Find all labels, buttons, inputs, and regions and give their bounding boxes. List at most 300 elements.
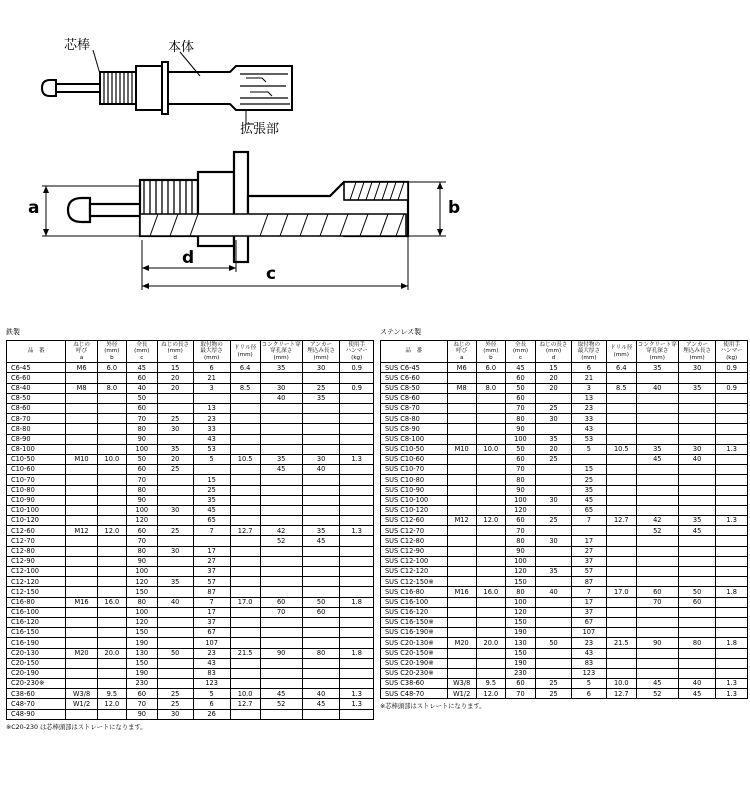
stainless-table-body [381, 363, 748, 699]
part-number-cell: SUS C16-150※ [381, 617, 448, 627]
spec-cell: M20 [447, 638, 476, 648]
table-row [7, 546, 374, 556]
spec-cell [302, 638, 340, 648]
part-number-cell: SUS C16-80 [381, 587, 448, 597]
spec-cell [716, 393, 748, 403]
table-row [381, 454, 748, 464]
part-number-cell: C10-50 [7, 454, 66, 464]
spec-cell [476, 414, 505, 424]
spec-cell [302, 658, 340, 668]
spec-cell [340, 434, 374, 444]
spec-cell: 25 [536, 404, 572, 414]
part-number-cell: C6-60 [7, 373, 66, 383]
spec-cell: 1.3 [716, 444, 748, 454]
part-number-cell: SUS C12-90 [381, 546, 448, 556]
spec-cell [716, 485, 748, 495]
spec-cell [260, 577, 302, 587]
stainless-section [380, 327, 748, 710]
spec-cell [678, 434, 716, 444]
column-header: ねじの 呼び a [447, 341, 476, 363]
spec-cell: 20 [536, 383, 572, 393]
spec-cell: 120 [126, 516, 157, 526]
spec-cell [678, 414, 716, 424]
spec-cell: 20 [157, 454, 193, 464]
spec-cell [606, 597, 636, 607]
spec-cell [157, 567, 193, 577]
spec-cell: 87 [571, 577, 606, 587]
spec-cell [260, 546, 302, 556]
spec-cell [157, 679, 193, 689]
spec-cell: 100 [126, 567, 157, 577]
spec-cell [476, 485, 505, 495]
spec-cell [716, 597, 748, 607]
spec-cell [678, 424, 716, 434]
spec-cell [193, 393, 230, 403]
table-row [381, 587, 748, 597]
table-row [381, 628, 748, 638]
spec-cell: 15 [193, 475, 230, 485]
spec-cell: 35 [636, 363, 678, 373]
top-anchor-drawing [42, 50, 292, 124]
spec-cell: M20 [66, 648, 97, 658]
spec-cell: 40 [302, 465, 340, 475]
spec-cell [636, 617, 678, 627]
column-header: 外径 (mm) b [476, 341, 505, 363]
table-row [381, 689, 748, 699]
table-row [381, 658, 748, 668]
spec-cell [302, 414, 340, 424]
spec-cell [302, 556, 340, 566]
spec-cell [157, 404, 193, 414]
spec-cell: 8.0 [97, 383, 126, 393]
spec-cell [260, 617, 302, 627]
table-row [381, 516, 748, 526]
table-row [381, 546, 748, 556]
table-row [7, 648, 374, 658]
part-number-cell: C12-100 [7, 567, 66, 577]
spec-cell [230, 505, 260, 515]
spec-cell: 52 [260, 699, 302, 709]
table-row [7, 444, 374, 454]
spec-cell [66, 505, 97, 515]
spec-cell [447, 658, 476, 668]
spec-cell [716, 373, 748, 383]
table-row [7, 454, 374, 464]
table-row [381, 617, 748, 627]
spec-cell: 60 [126, 373, 157, 383]
spec-cell [340, 404, 374, 414]
steel-note: ※C20-230 は芯棒頭部はストレートになります。 [6, 723, 147, 731]
spec-cell [230, 434, 260, 444]
part-number-cell: SUS C10-100 [381, 495, 448, 505]
spec-cell: 57 [571, 567, 606, 577]
part-number-cell: C8-90 [7, 434, 66, 444]
spec-cell: 40 [126, 383, 157, 393]
spec-cell [302, 577, 340, 587]
table-row [7, 617, 374, 627]
spec-cell [447, 495, 476, 505]
part-number-cell: C8-60 [7, 404, 66, 414]
table-row [7, 495, 374, 505]
spec-cell [536, 556, 572, 566]
spec-cell: 1.3 [340, 699, 374, 709]
spec-cell: 230 [126, 679, 157, 689]
spec-cell [97, 444, 126, 454]
table-row [381, 373, 748, 383]
spec-cell [476, 373, 505, 383]
spec-cell: M10 [66, 454, 97, 464]
spec-cell: 50 [505, 444, 535, 454]
spec-cell: 25 [302, 383, 340, 393]
spec-cell: 5 [571, 679, 606, 689]
spec-cell [476, 546, 505, 556]
part-number-cell: C48-70 [7, 699, 66, 709]
spec-cell: 60 [678, 597, 716, 607]
spec-cell: 52 [260, 536, 302, 546]
spec-cell [716, 567, 748, 577]
body-label: 本体 [168, 40, 195, 55]
spec-cell [340, 617, 374, 627]
spec-cell: 7 [571, 516, 606, 526]
spec-cell: 80 [126, 546, 157, 556]
spec-cell: 33 [193, 424, 230, 434]
spec-cell: 70 [636, 597, 678, 607]
spec-cell: 1.3 [716, 679, 748, 689]
spec-cell [476, 668, 505, 678]
spec-cell: 57 [193, 577, 230, 587]
spec-cell: 70 [260, 607, 302, 617]
spec-cell [536, 617, 572, 627]
spec-cell [340, 638, 374, 648]
spec-cell [447, 577, 476, 587]
spec-cell: 80 [126, 485, 157, 495]
stainless-note: ※芯棒頭部はストレートになります。 [380, 703, 486, 711]
steel-section [6, 327, 374, 731]
spec-cell: 100 [126, 607, 157, 617]
spec-cell: 9.5 [476, 679, 505, 689]
spec-cell: 21 [571, 373, 606, 383]
part-number-cell: SUS C6-60 [381, 373, 448, 383]
spec-cell [260, 444, 302, 454]
table-row [7, 628, 374, 638]
steel-spec-table [6, 340, 374, 720]
core-rod-label: 芯棒 [64, 38, 91, 53]
spec-cell [716, 648, 748, 658]
spec-cell [230, 638, 260, 648]
part-number-cell: SUS C8-50 [381, 383, 448, 393]
spec-cell: 6.4 [230, 363, 260, 373]
spec-cell [193, 465, 230, 475]
spec-cell [260, 587, 302, 597]
spec-cell [302, 495, 340, 505]
spec-cell: 6.0 [476, 363, 505, 373]
spec-cell [606, 658, 636, 668]
spec-cell [606, 628, 636, 638]
spec-cell: 70 [126, 414, 157, 424]
part-number-cell: C12-120 [7, 577, 66, 587]
spec-cell: 40 [536, 587, 572, 597]
spec-cell [302, 404, 340, 414]
part-number-cell: C8-40 [7, 383, 66, 393]
spec-cell [678, 658, 716, 668]
spec-cell: 65 [193, 516, 230, 526]
spec-cell: 16.0 [97, 597, 126, 607]
spec-cell: 45 [193, 505, 230, 515]
spec-cell [678, 577, 716, 587]
spec-cell: 45 [302, 536, 340, 546]
spec-cell: 90 [260, 648, 302, 658]
spec-cell [678, 393, 716, 403]
spec-cell [606, 424, 636, 434]
spec-cell: 190 [126, 638, 157, 648]
table-row [7, 587, 374, 597]
spec-cell: 83 [571, 658, 606, 668]
spec-cell [340, 679, 374, 689]
spec-cell [260, 658, 302, 668]
part-number-cell: C10-80 [7, 485, 66, 495]
spec-cell [447, 567, 476, 577]
spec-cell [636, 567, 678, 577]
table-row [381, 393, 748, 403]
spec-cell: 25 [536, 454, 572, 464]
table-row [381, 424, 748, 434]
spec-cell: 67 [193, 628, 230, 638]
spec-cell: 60 [505, 393, 535, 403]
part-number-cell: C12-150 [7, 587, 66, 597]
spec-cell [230, 668, 260, 678]
spec-cell: 30 [678, 444, 716, 454]
spec-cell: 83 [193, 668, 230, 678]
part-number-cell: C12-90 [7, 556, 66, 566]
spec-cell [260, 495, 302, 505]
spec-cell [716, 536, 748, 546]
spec-cell [260, 567, 302, 577]
spec-cell [157, 617, 193, 627]
column-header: ドリル径 (mm) [606, 341, 636, 363]
part-number-cell: SUS C8-100 [381, 434, 448, 444]
spec-cell: 17.0 [230, 597, 260, 607]
spec-cell [66, 556, 97, 566]
spec-cell [606, 668, 636, 678]
table-row [7, 536, 374, 546]
spec-cell [230, 424, 260, 434]
spec-cell [447, 414, 476, 424]
spec-cell [340, 444, 374, 454]
spec-cell [716, 658, 748, 668]
spec-cell: 40 [678, 679, 716, 689]
spec-cell: 52 [636, 689, 678, 699]
part-number-cell: SUS C10-80 [381, 475, 448, 485]
spec-cell: 35 [157, 444, 193, 454]
spec-cell [230, 658, 260, 668]
spec-cell: 60 [126, 526, 157, 536]
part-number-cell: SUS C10-70 [381, 465, 448, 475]
part-number-cell: SUS C8-70 [381, 404, 448, 414]
spec-cell [536, 668, 572, 678]
spec-cell: 123 [571, 668, 606, 678]
spec-cell: 30 [536, 536, 572, 546]
table-row [7, 363, 374, 373]
spec-cell: 9.5 [97, 689, 126, 699]
table-row [7, 475, 374, 485]
part-number-cell: C10-120 [7, 516, 66, 526]
spec-cell: 25 [157, 414, 193, 424]
spec-cell: 43 [193, 434, 230, 444]
spec-cell: 6.4 [606, 363, 636, 373]
spec-cell: 70 [505, 526, 535, 536]
spec-cell [476, 617, 505, 627]
part-number-cell: SUS C12-150※ [381, 577, 448, 587]
spec-cell [97, 638, 126, 648]
spec-cell: 33 [571, 414, 606, 424]
spec-cell: 80 [126, 424, 157, 434]
table-row [7, 567, 374, 577]
table-row [381, 485, 748, 495]
spec-cell [447, 373, 476, 383]
spec-cell [606, 475, 636, 485]
spec-cell [157, 668, 193, 678]
spec-cell: 30 [678, 363, 716, 373]
spec-cell: 12.0 [97, 699, 126, 709]
spec-cell: 6 [571, 689, 606, 699]
spec-cell [716, 404, 748, 414]
spec-cell: 50 [678, 587, 716, 597]
spec-cell: 80 [505, 536, 535, 546]
spec-cell [302, 424, 340, 434]
spec-cell: 10.0 [97, 454, 126, 464]
spec-cell: 60 [505, 373, 535, 383]
spec-cell: 30 [157, 424, 193, 434]
table-row [7, 404, 374, 414]
spec-cell: 30 [157, 505, 193, 515]
spec-cell [302, 587, 340, 597]
spec-cell [302, 485, 340, 495]
spec-cell [302, 505, 340, 515]
part-number-cell: SUS C20-150※ [381, 648, 448, 658]
table-row [7, 658, 374, 668]
spec-cell [678, 567, 716, 577]
spec-cell [230, 546, 260, 556]
spec-cell: 35 [260, 363, 302, 373]
spec-cell: 42 [260, 526, 302, 536]
spec-cell: 45 [260, 689, 302, 699]
spec-cell [447, 617, 476, 627]
spec-cell [476, 648, 505, 658]
part-number-cell: C20-130 [7, 648, 66, 658]
part-number-cell: SUS C16-120 [381, 607, 448, 617]
spec-cell [476, 434, 505, 444]
spec-cell [97, 516, 126, 526]
table-row [7, 373, 374, 383]
column-header: コンクリート穿 穿孔深さ (mm) [261, 342, 301, 361]
spec-cell: 35 [157, 577, 193, 587]
spec-cell: 90 [126, 709, 157, 719]
spec-cell [476, 628, 505, 638]
spec-cell: M10 [447, 444, 476, 454]
spec-cell [157, 607, 193, 617]
spec-cell [678, 536, 716, 546]
spec-cell [66, 709, 97, 719]
spec-cell [476, 475, 505, 485]
column-header: ねじの長さ (mm) d [157, 341, 193, 363]
part-number-cell: C8-100 [7, 444, 66, 454]
expansion-label: 拡張部 [240, 122, 280, 137]
part-number-cell: C20-150 [7, 658, 66, 668]
spec-cell: 80 [505, 587, 535, 597]
dimension-c-label: c [266, 264, 277, 284]
column-header: ドリル径 (mm) [230, 341, 260, 363]
table-row [7, 699, 374, 709]
spec-cell: 21.5 [606, 638, 636, 648]
spec-cell [536, 475, 572, 485]
spec-cell: 90 [126, 434, 157, 444]
spec-cell: 150 [505, 617, 535, 627]
spec-cell: 5 [571, 444, 606, 454]
table-row [381, 556, 748, 566]
spec-cell [447, 465, 476, 475]
spec-cell: M8 [447, 383, 476, 393]
spec-cell [716, 505, 748, 515]
spec-cell [606, 526, 636, 536]
spec-cell [636, 505, 678, 515]
spec-cell: 10.0 [476, 444, 505, 454]
spec-cell: 17 [193, 546, 230, 556]
spec-cell [636, 465, 678, 475]
spec-cell: 10.0 [230, 689, 260, 699]
spec-cell: 50 [126, 393, 157, 403]
spec-cell [476, 495, 505, 505]
spec-cell: 0.9 [340, 363, 374, 373]
spec-cell [636, 393, 678, 403]
spec-cell: 35 [193, 495, 230, 505]
spec-cell [230, 628, 260, 638]
spec-cell: 50 [536, 638, 572, 648]
spec-cell: 25 [536, 516, 572, 526]
spec-cell: 6 [571, 363, 606, 373]
spec-cell [230, 444, 260, 454]
spec-cell: 70 [126, 475, 157, 485]
spec-cell [340, 546, 374, 556]
part-number-cell: C16-150 [7, 628, 66, 638]
spec-cell [66, 404, 97, 414]
part-number-cell: SUS C6-45 [381, 363, 448, 373]
stainless-header-row [381, 341, 748, 363]
spec-cell: 100 [126, 505, 157, 515]
spec-cell [260, 709, 302, 719]
spec-cell [678, 556, 716, 566]
spec-cell [97, 617, 126, 627]
part-number-cell: C16-120 [7, 617, 66, 627]
spec-cell [260, 638, 302, 648]
spec-cell [678, 628, 716, 638]
column-header: 全長 (mm) c [126, 341, 157, 363]
column-header: 外径 (mm) b [97, 341, 126, 363]
spec-cell: 35 [302, 526, 340, 536]
part-number-cell: C10-60 [7, 465, 66, 475]
spec-cell: 123 [193, 679, 230, 689]
spec-cell: 70 [505, 404, 535, 414]
part-number-cell: SUS C10-120 [381, 505, 448, 515]
spec-cell [636, 404, 678, 414]
spec-cell: 27 [193, 556, 230, 566]
spec-cell [66, 495, 97, 505]
spec-cell [157, 485, 193, 495]
spec-cell: 25 [571, 475, 606, 485]
spec-cell: 70 [126, 699, 157, 709]
part-number-cell: C20-230※ [7, 679, 66, 689]
spec-cell [636, 414, 678, 424]
spec-cell: 17 [193, 607, 230, 617]
